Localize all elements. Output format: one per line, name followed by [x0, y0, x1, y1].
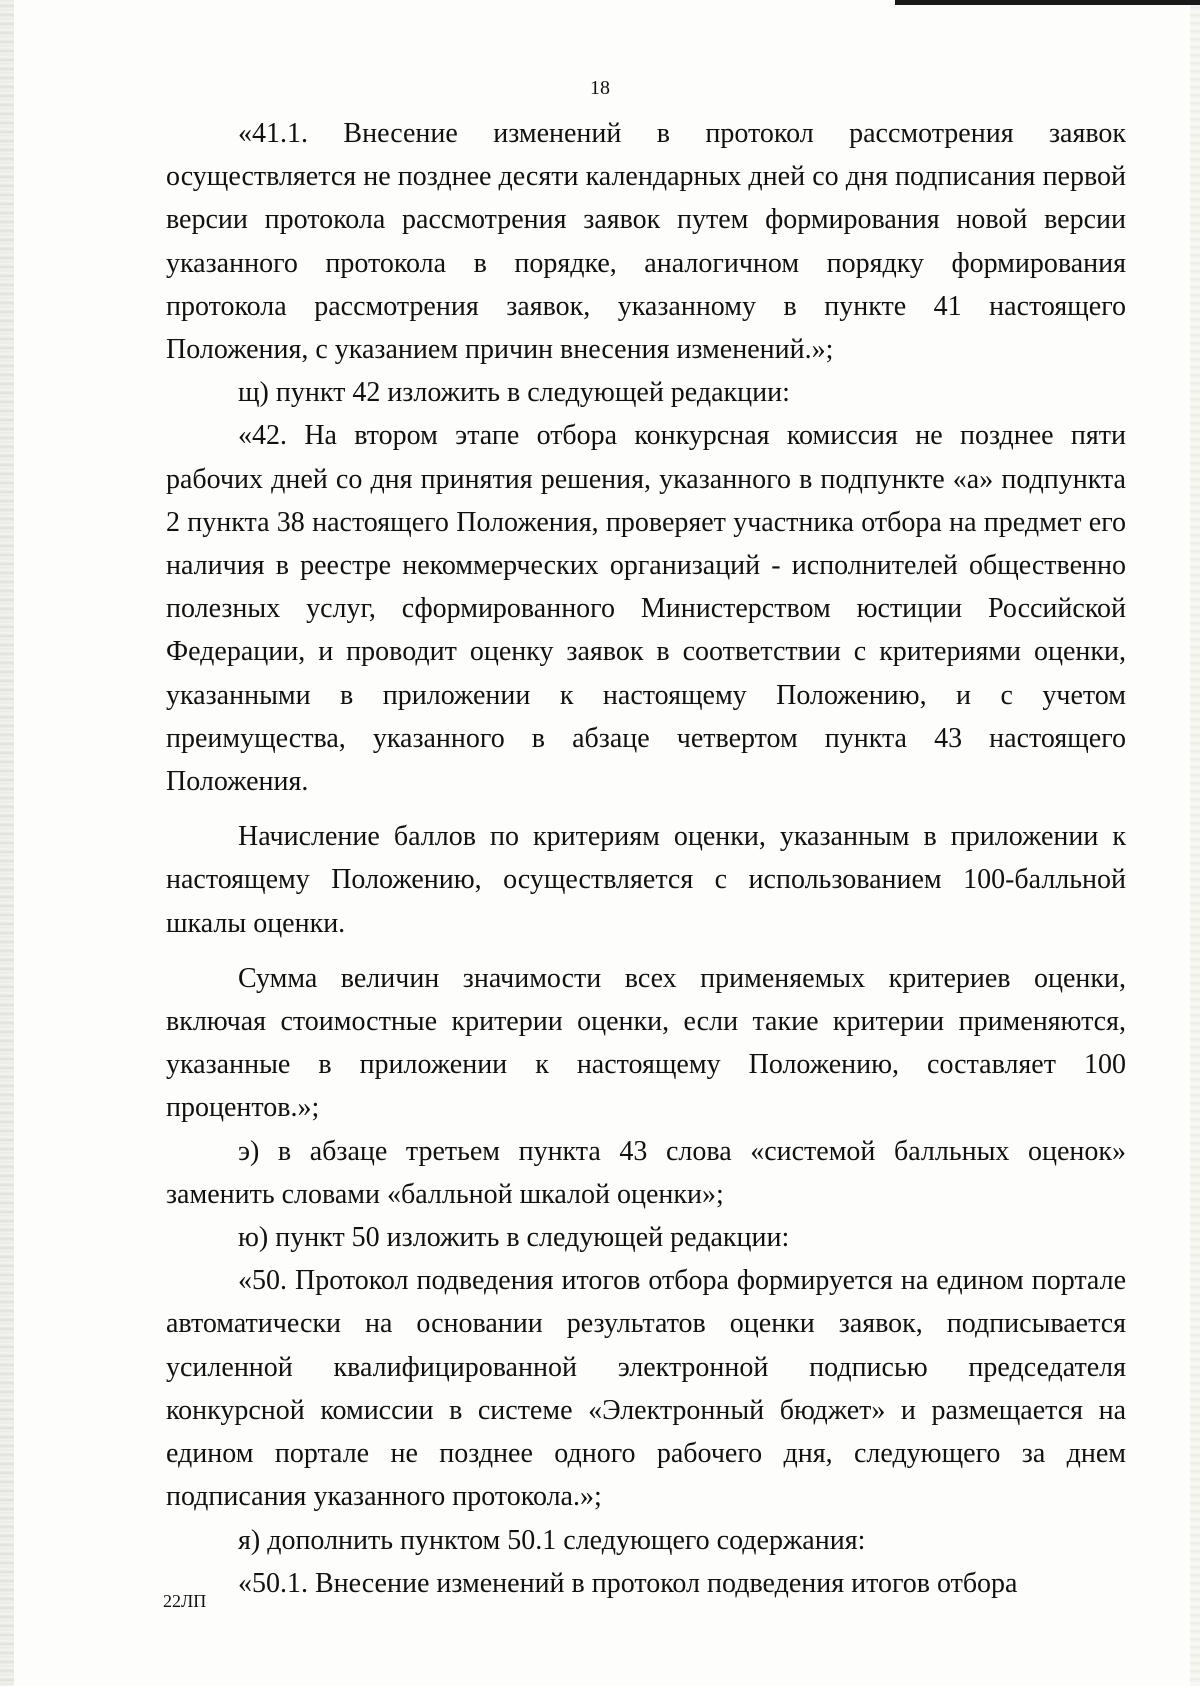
- scan-edge-left: [0, 0, 14, 1686]
- scan-edge-right: [1190, 0, 1200, 1686]
- paragraph-42: «42. На втором этапе отбора конкурсная комиссия не позднее пяти рабочих дней со дня принятия решения, указанного в подпункте «а» подпункта 2 пункта 38 настоящего Положения, проверяет участника отбора на предмет его наличия в реестре некоммерческих организаций - исполнителей общественно полезных услуг, сформированного Министерством юстиции Российской Федерации, и проводит оценку заявок в соответствии с критериями оценки, указанными в приложении к настоящему Положению, и с учетом преимущества, указанного в абзаце четвертом пункта 43 настоящего Положения.: [166, 420, 1126, 798]
- paragraph-50-1: «50.1. Внесение изменений в протокол подведения итогов отбора: [238, 1567, 1018, 1599]
- paragraph-scoring: Начисление баллов по критериям оценки, указанным в приложении к настоящему Положению, осуществляется с использованием 100-балльной шкалы оценки.: [166, 821, 1126, 939]
- footer-code: 22ЛП: [163, 1591, 207, 1611]
- page-number: 18: [590, 77, 610, 99]
- paragraph-50: «50. Протокол подведения итогов отбора формируется на едином портале автоматически на основании результатов оценки заявок, подписывается усиленной квалифицированной электронной подписью председателя конкурсной комиссии в системе «Электронный бюджет» и размещается на едином портале не позднее одного рабочего дня, следующего за днем подписания указанного протокола.»;: [166, 1265, 1126, 1513]
- paragraph-item-ya: я) дополнить пунктом 50.1 следующего содержания:: [238, 1524, 866, 1556]
- paragraph-item-e: э) в абзаце третьем пункта 43 слова «системой балльных оценок» заменить словами «балльной шкалой оценки»;: [166, 1135, 1126, 1210]
- paragraph-criteria-sum: Сумма величин значимости всех применяемых критериев оценки, включая стоимостные критерии оценки, если такие критерии применяются, указанные в приложении к настоящему Положению, составляет 100 процентов.»;: [166, 962, 1126, 1124]
- paragraph-41-1: «41.1. Внесение изменений в протокол рассмотрения заявок осуществляется не позднее десяти календарных дней со дня подписания первой версии протокола рассмотрения заявок путем формирования новой версии указанного протокола в порядке, аналогичном порядку формирования протокола рассмотрения заявок, указанному в пункте 41 настоящего Положения, с указанием причин внесения изменений.»;: [166, 118, 1126, 366]
- paragraph-item-shch: щ) пункт 42 изложить в следующей редакции:: [238, 377, 790, 409]
- paragraph-item-yu: ю) пункт 50 изложить в следующей редакции:: [238, 1222, 790, 1254]
- document-body: [166, 112, 1126, 1605]
- top-rule: [895, 0, 1200, 5]
